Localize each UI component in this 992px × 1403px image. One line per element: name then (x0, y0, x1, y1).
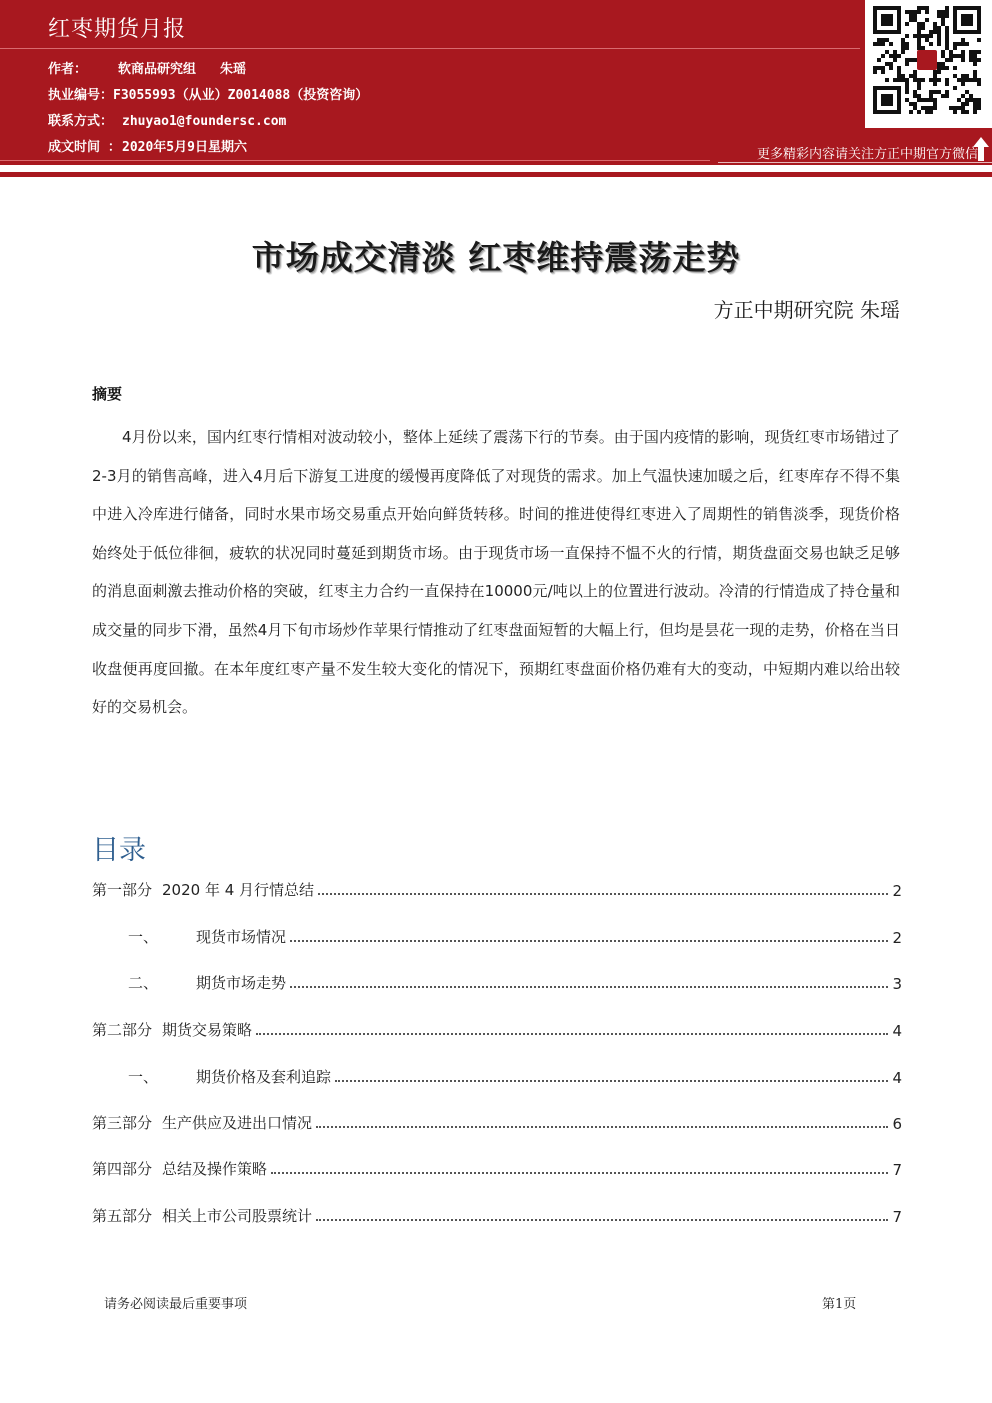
date-value: 2020年5月9日星期六 (122, 140, 247, 155)
toc-leader-dots (316, 1126, 888, 1128)
toc-leader-dots (335, 1080, 888, 1082)
toc-leader-dots (318, 893, 888, 895)
author-team: 软商品研究组 (118, 62, 197, 77)
author-line (48, 58, 246, 77)
article-byline: 方正中期研究院 朱瑶 (713, 298, 900, 322)
toc-entry-number: 第五部分 (92, 1207, 153, 1225)
author-label: 作者： (48, 62, 88, 77)
toc-entry-text: 总结及操作策略 (162, 1160, 268, 1178)
footer-page-number: 第1页 (822, 1297, 857, 1312)
toc-entry-number: 第二部分 (92, 1021, 153, 1039)
toc-entry-text: 2020 年 4 月行情总结 (162, 881, 315, 899)
report-header (0, 0, 992, 165)
toc-entry-page: 3 (892, 975, 902, 993)
follow-underline (718, 162, 992, 163)
license-line: 执业编号：F3055993（从业）Z0014088（投资咨询） (48, 88, 369, 103)
header-divider-lower (0, 160, 710, 161)
toc-leader-dots (256, 1033, 888, 1035)
toc-entry-page: 7 (892, 1208, 902, 1226)
toc-entry-part2[interactable] (92, 1014, 902, 1040)
header-divider (0, 48, 860, 49)
toc-heading: 目录 (92, 835, 146, 866)
toc-entry-number: 第四部分 (92, 1160, 153, 1178)
toc-leader-dots (271, 1172, 888, 1174)
toc-entry-part3[interactable] (92, 1107, 902, 1133)
date-line (48, 136, 247, 155)
contact-label: 联系方式： (48, 114, 114, 129)
toc-entry-text: 期货交易策略 (162, 1021, 253, 1039)
toc-entry-part1[interactable] (92, 874, 902, 900)
follow-wechat-text: 更多精彩内容请关注方正中期官方微信 (756, 147, 978, 162)
toc-entry-number: 一、 (128, 1068, 159, 1086)
toc-entry-text: 现货市场情况 (196, 928, 287, 946)
footer-notice: 请务必阅读最后重要事项 (104, 1297, 248, 1312)
toc-entry-text: 期货价格及套利追踪 (196, 1068, 332, 1086)
toc-entry-number: 第三部分 (92, 1114, 153, 1132)
toc-entry-text: 相关上市公司股票统计 (162, 1207, 313, 1225)
contact-email[interactable]: zhuyao1@foundersc.com (122, 114, 287, 129)
up-arrow-icon (972, 136, 990, 162)
toc-entry-page: 2 (892, 929, 902, 947)
toc-entry-page: 4 (892, 1022, 902, 1040)
header-bottom-rule (0, 172, 992, 177)
toc-entry-part5[interactable] (92, 1200, 902, 1226)
abstract-heading: 摘要 (92, 385, 123, 403)
abstract-body: 4月份以来，国内红枣行情相对波动较小，整体上延续了震荡下行的节奏。由于国内疫情的影响，现货红枣市场错过了2-3月的销售高峰，进入4月后下游复工进度的缓慢再度降低了对现货的需求。加上气温快速加暖之后，红枣库存不得不集中进入冷库进行储备，同时水果市场交易重点开始向鲜货转移。时间的推进使得红枣进入了周期性的销售淡季，现货价格始终处于低位徘徊，疲软的状况同时蔓延到期货市场。由于现货市场一直保持不愠不火的行情，期货盘面交易也缺乏足够的消息面刺激去推动价格的突破，红枣主力合约一直保持在10000元/吨以上的位置进行波动。冷清的行情造成了持仓量和成交量的同步下滑，虽然4月下旬市场炒作苹果行情推动了红枣盘面短暂的大幅上行，但均是昙花一现的走势，价格在当日收盘便再度回撤。在本年度红枣产量不发生较大变化的情况下，预期红枣盘面价格仍难有大的变动，中短期内难以给出较好的交易机会。 (92, 428, 900, 717)
author-name: 朱瑶 (220, 62, 247, 77)
toc-entry-price-arbitrage[interactable] (92, 1061, 902, 1087)
toc-leader-dots (290, 940, 888, 942)
toc-entry-part4[interactable] (92, 1153, 902, 1179)
toc-entry-spot-market[interactable] (92, 921, 902, 947)
article-title: 市场成交清淡 红枣维持震荡走势 (251, 238, 741, 277)
toc-entry-futures-market[interactable] (92, 967, 902, 993)
contact-line (48, 110, 286, 129)
toc-entry-number: 二、 (128, 974, 159, 992)
toc-entry-text: 期货市场走势 (196, 974, 287, 992)
toc-entry-page: 7 (892, 1161, 902, 1179)
toc-entry-number: 第一部分 (92, 881, 153, 899)
toc-entry-text: 生产供应及进出口情况 (162, 1114, 313, 1132)
toc-entry-number: 一、 (128, 928, 159, 946)
toc-entry-page: 6 (892, 1115, 902, 1133)
report-title: 红枣期货月报 (48, 17, 187, 42)
toc-leader-dots (316, 1219, 888, 1221)
toc-leader-dots (290, 986, 888, 988)
qr-code-icon (865, 0, 992, 128)
toc-entry-page: 2 (892, 882, 902, 900)
toc-entry-page: 4 (892, 1069, 902, 1087)
date-label: 成文时间 ： (48, 140, 121, 155)
